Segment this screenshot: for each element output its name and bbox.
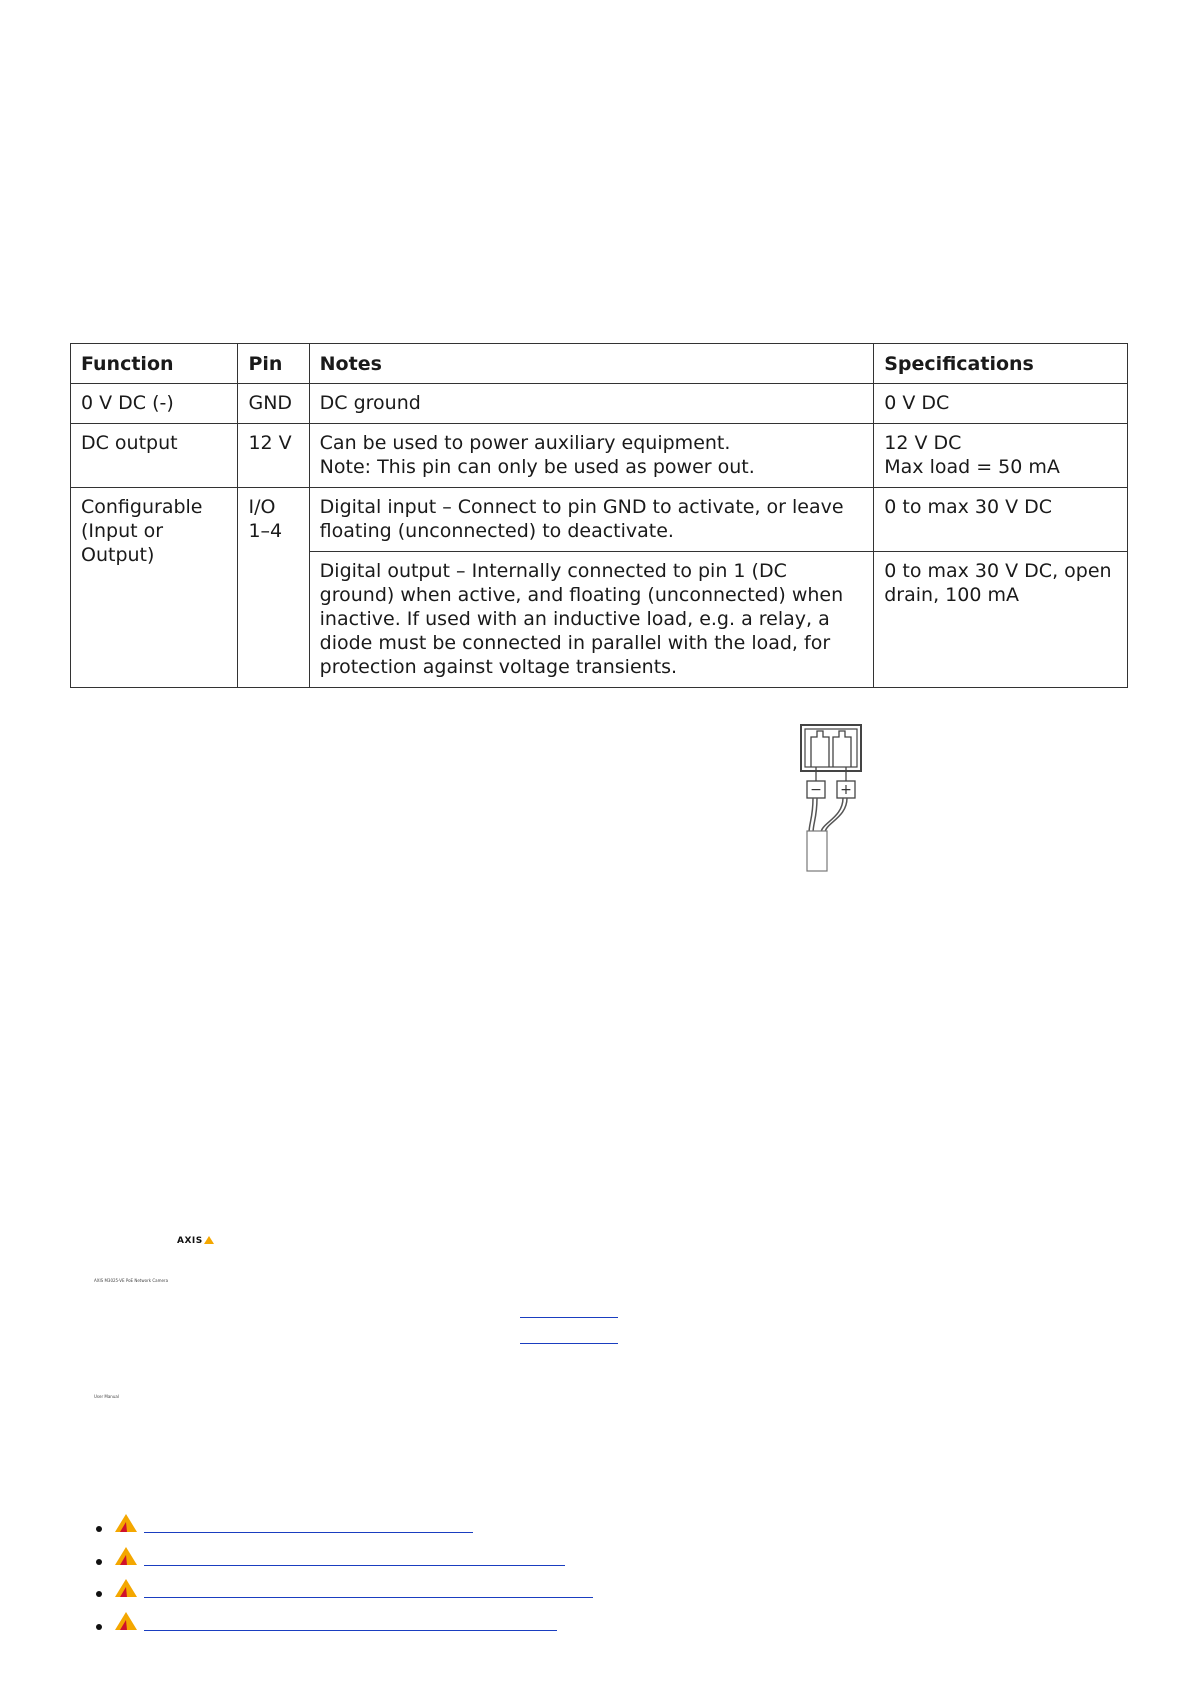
cell-spec: 0 to max 30 V DC [874, 488, 1128, 552]
notes-line: Can be used to power auxiliary equipment. [319, 432, 731, 454]
header-notes: Notes [309, 344, 874, 384]
cell-function: DC output [71, 424, 238, 488]
axis-triangle-icon [114, 1546, 138, 1566]
bullet-icon [96, 1624, 102, 1630]
function-line: Configurable [81, 496, 203, 518]
header-pin: Pin [238, 344, 309, 384]
pin-line: I/O [248, 496, 276, 518]
nav-link[interactable] [144, 1565, 565, 1566]
table-row [71, 384, 1128, 424]
spec-line: 12 V DC [884, 432, 962, 454]
cell-pin: 12 V [238, 424, 309, 488]
cell-notes: DC ground [309, 384, 874, 424]
cell-function: 0 V DC (-) [71, 384, 238, 424]
cell-pin [238, 488, 309, 688]
cell-pin: GND [238, 384, 309, 424]
nav-link[interactable] [144, 1532, 473, 1533]
logo-text: AXIS [177, 1236, 203, 1246]
table-row [71, 424, 1128, 488]
cell-notes: Digital output – Internally connected to pin 1 (DC ground) when active, and floating (unconnected) when inactive. If used with an inductive load, e.g. a relay, a diode must be connected in parallel with the load, for protection against voltage transients. [309, 552, 874, 688]
bullet-icon [96, 1591, 102, 1597]
pin-line: 1–4 [248, 520, 283, 542]
logo-triangle-icon [204, 1236, 214, 1244]
axis-triangle-icon [114, 1578, 138, 1598]
table-header-row [71, 344, 1128, 384]
plus-label: + [840, 782, 852, 798]
power-connector-diagram [795, 723, 867, 873]
product-name: AXIS M3025-VE PoE Network Camera [94, 1278, 169, 1283]
function-line: (Input or Output) [81, 520, 164, 566]
notes-line: Note: This pin can only be used as power out. [319, 456, 755, 478]
axis-triangle-icon [114, 1611, 138, 1631]
cell-spec: 0 to max 30 V DC, open drain, 100 mA [874, 552, 1128, 688]
link-underline[interactable] [520, 1343, 618, 1344]
cell-notes: Digital input – Connect to pin GND to activate, or leave floating (unconnected) to deactivate. [309, 488, 874, 552]
axis-triangle-icon [114, 1513, 138, 1533]
bullet-icon [96, 1526, 102, 1532]
cell-notes [309, 424, 874, 488]
minus-label: − [810, 782, 822, 798]
cell-function [71, 488, 238, 688]
io-spec-table [70, 343, 1128, 688]
bullet-icon [96, 1559, 102, 1565]
header-function: Function [71, 344, 238, 384]
table-row [71, 488, 1128, 552]
nav-link[interactable] [144, 1597, 593, 1598]
axis-logo [177, 1236, 214, 1246]
cell-spec: 0 V DC [874, 384, 1128, 424]
document-type: User Manual [94, 1394, 119, 1399]
header-specifications: Specifications [874, 344, 1128, 384]
spec-line: Max load = 50 mA [884, 456, 1060, 478]
nav-link[interactable] [144, 1630, 557, 1631]
cell-spec [874, 424, 1128, 488]
link-underline[interactable] [520, 1317, 618, 1318]
